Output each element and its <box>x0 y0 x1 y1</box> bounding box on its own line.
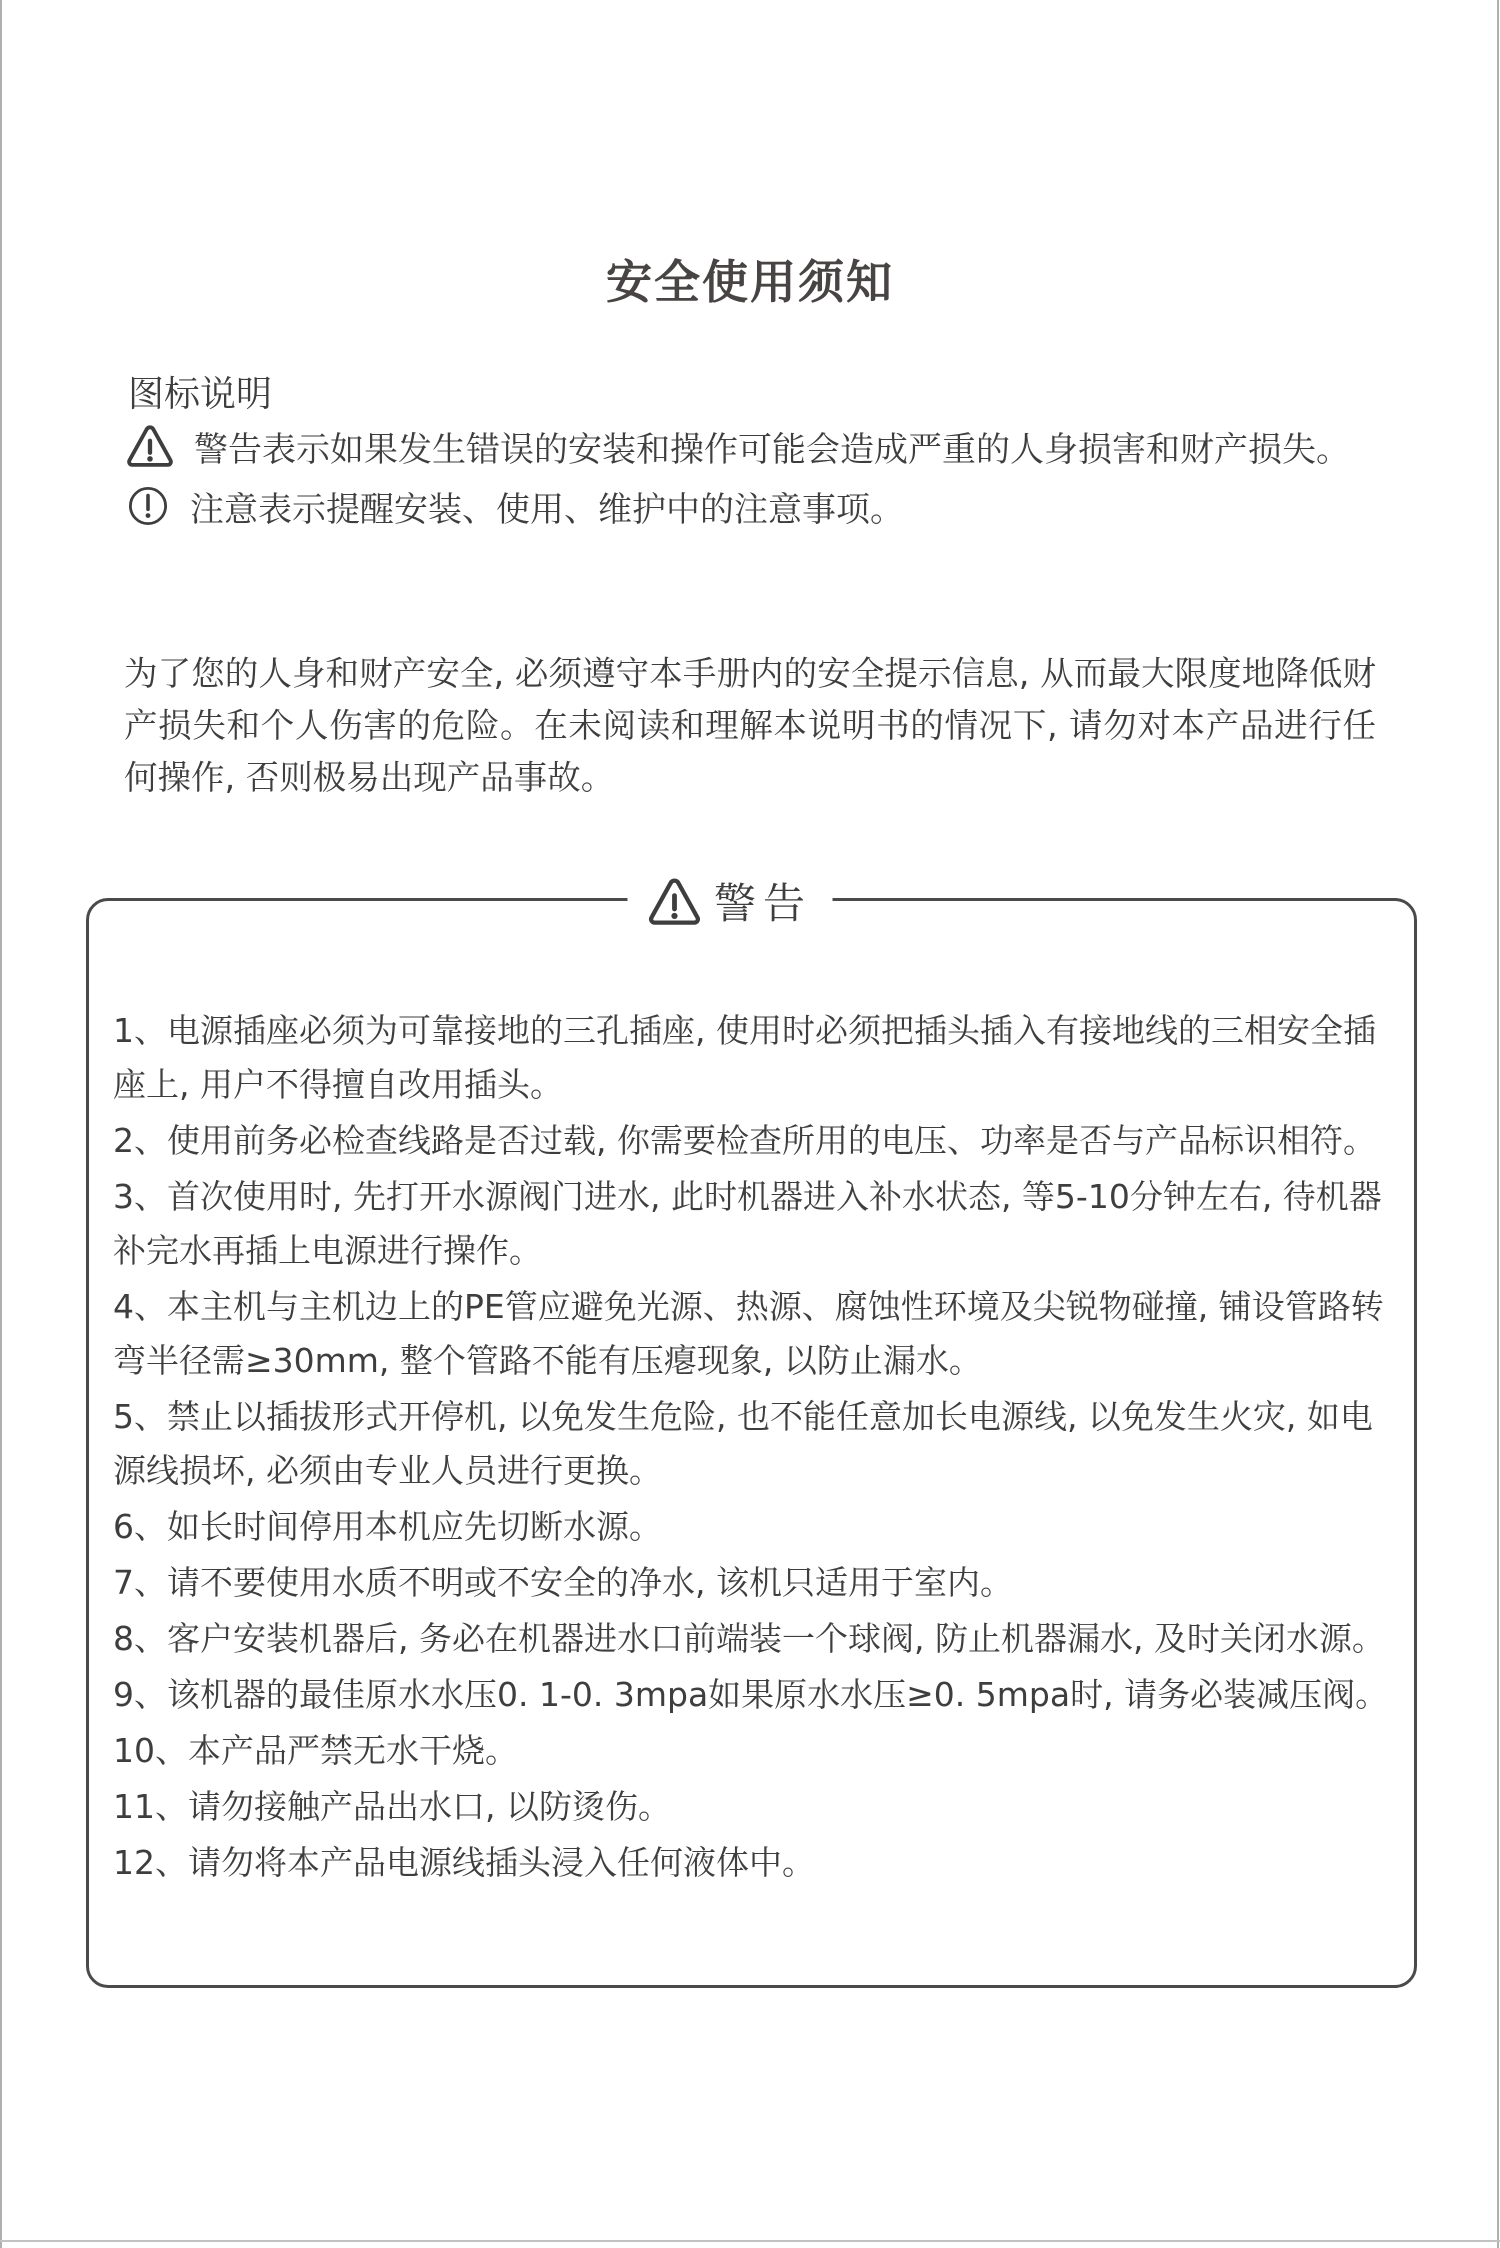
note-circle-icon <box>128 486 168 526</box>
warning-box <box>86 879 1417 1988</box>
warning-list <box>92 904 1411 1892</box>
intro-paragraph: 为了您的人身和财产安全, 必须遵守本手册内的安全提示信息, 从而最大限度地降低财产损失和个人伤害的危险。在未阅读和理解本说明书的情况下, 请勿对本产品进行任何操作, 否则极易出现产品事故。 <box>124 654 1376 797</box>
warning-box-label-text: 警告 <box>713 879 813 928</box>
page-title: 安全使用须知 <box>606 255 894 309</box>
warning-list-item: 1、电源插座必须为可靠接地的三孔插座, 使用时必须把插头插入有接地线的三相安全插座上, 用户不得擅自改用插头。 <box>113 1011 1376 1104</box>
warning-list-item: 9、该机器的最佳原水水压0. 1-0. 3mpa如果原水水压≥0. 5mpa时, 请务必装减压阀。 <box>113 1675 1389 1714</box>
legend-row-warning <box>126 422 1350 470</box>
warning-list-item: 10、本产品严禁无水干烧。 <box>113 1731 518 1770</box>
warning-list-item: 12、请勿将本产品电源线插头浸入任何液体中。 <box>113 1843 815 1882</box>
warning-list-item: 7、请不要使用水质不明或不安全的净水, 该机只适用于室内。 <box>113 1563 1013 1602</box>
warning-list-item: 11、请勿接触产品出水口, 以防烫伤。 <box>113 1787 671 1826</box>
warning-list-item: 6、如长时间停用本机应先切断水源。 <box>113 1507 662 1546</box>
page-edge-left <box>0 0 2 2248</box>
legend-heading: 图标说明 <box>128 374 273 415</box>
page-edge-right <box>1497 0 1499 2248</box>
warning-triangle-icon <box>126 425 174 467</box>
warning-list-item: 2、使用前务必检查线路是否过载, 你需要检查所用的电压、功率是否与产品标识相符。 <box>113 1121 1376 1160</box>
warning-list-item: 4、本主机与主机边上的PE管应避免光源、热源、腐蚀性环境及尖锐物碰撞, 铺设管路转弯半径需≥30mm, 整个管路不能有压瘪现象, 以防止漏水。 <box>113 1287 1384 1380</box>
warning-list-item: 3、首次使用时, 先打开水源阀门进水, 此时机器进入补水状态, 等5-10分钟左右, 待机器补完水再插上电源进行操作。 <box>113 1177 1382 1270</box>
warning-list-item: 8、客户安装机器后, 务必在机器进水口前端装一个球阀, 防止机器漏水, 及时关闭水源。 <box>113 1619 1385 1658</box>
warning-list-item: 5、禁止以插拔形式开停机, 以免发生危险, 也不能任意加长电源线, 以免发生火灾, 如电源线损坏, 必须由专业人员进行更换。 <box>113 1397 1373 1490</box>
legend-row-note <box>128 484 904 528</box>
legend-warning-text: 警告表示如果发生错误的安装和操作可能会造成严重的人身损害和财产损失。 <box>194 429 1350 470</box>
legend-note-text: 注意表示提醒安装、使用、维护中的注意事项。 <box>190 489 904 530</box>
page-edge-bottom <box>0 2240 1500 2242</box>
